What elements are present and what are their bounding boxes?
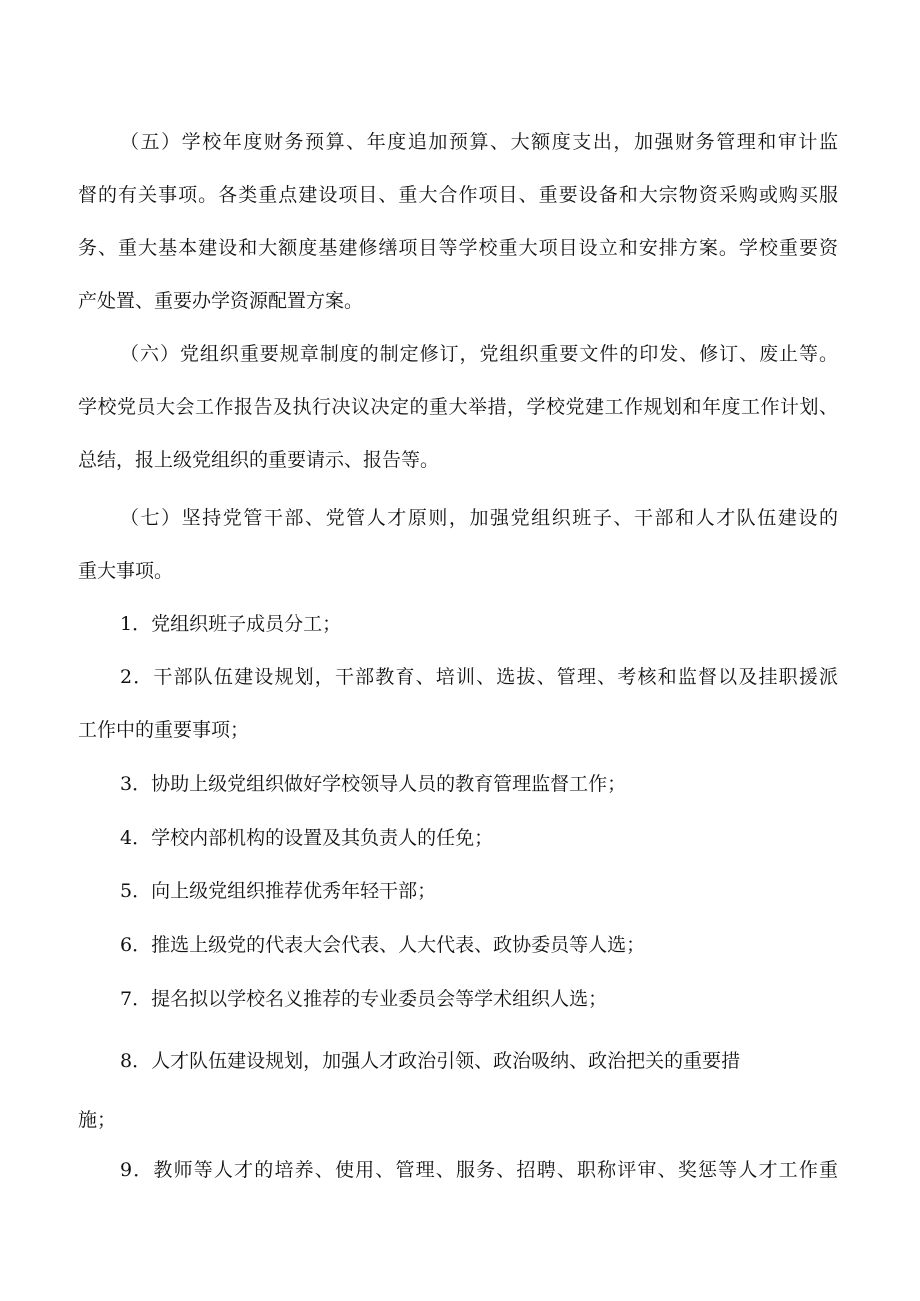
text-line: 产处置、重要办学资源配置方案。 — [78, 290, 364, 312]
text-line: 4．学校内部机构的设置及其负责人的任免； — [120, 827, 494, 849]
text-line: （六）党组织重要规章制度的制定修订，党组织重要文件的印发、修订、废止等。 — [120, 343, 838, 365]
text-line: 重大事项。 — [78, 560, 174, 582]
text-line: 9．教师等人才的培养、使用、管理、服务、招聘、职称评审、奖惩等人才工作重 — [120, 1159, 838, 1181]
text-line: 务、重大基本建设和大额度基建修缮项目等学校重大项目设立和安排方案。学校重要资 — [78, 237, 838, 259]
text-line: （七）坚持党管干部、党管人才原则，加强党组织班子、干部和人才队伍建设的 — [120, 507, 838, 529]
text-line: 2．干部队伍建设规划，干部教育、培训、选拔、管理、考核和监督以及挂职援派 — [120, 666, 838, 688]
text-line: 7．提名拟以学校名义推荐的专业委员会等学术组织人选； — [120, 988, 608, 1010]
text-line: 总结，报上级党组织的重要请示、报告等。 — [78, 449, 440, 471]
text-line: 3．协助上级党组织做好学校领导人员的教育管理监督工作； — [120, 773, 627, 795]
text-line: 学校党员大会工作报告及执行决议决定的重大举措，学校党建工作规划和年度工作计划、 — [78, 396, 838, 418]
text-line: 5．向上级党组织推荐优秀年轻干部； — [120, 880, 437, 902]
text-line: 6．推选上级党的代表大会代表、人大代表、政协委员等人选； — [120, 934, 646, 956]
text-line: （五）学校年度财务预算、年度追加预算、大额度支出，加强财务管理和审计监 — [120, 131, 838, 153]
text-line: 督的有关事项。各类重点建设项目、重大合作项目、重要设备和大宗物资采购或购买服 — [78, 184, 838, 206]
text-line: 工作中的重要事项； — [78, 719, 250, 741]
text-line: 施； — [78, 1109, 117, 1131]
text-line: 8．人才队伍建设规划，加强人才政治引领、政治吸纳、政治把关的重要措 — [120, 1050, 741, 1072]
text-line: 1．党组织班子成员分工； — [120, 613, 342, 635]
